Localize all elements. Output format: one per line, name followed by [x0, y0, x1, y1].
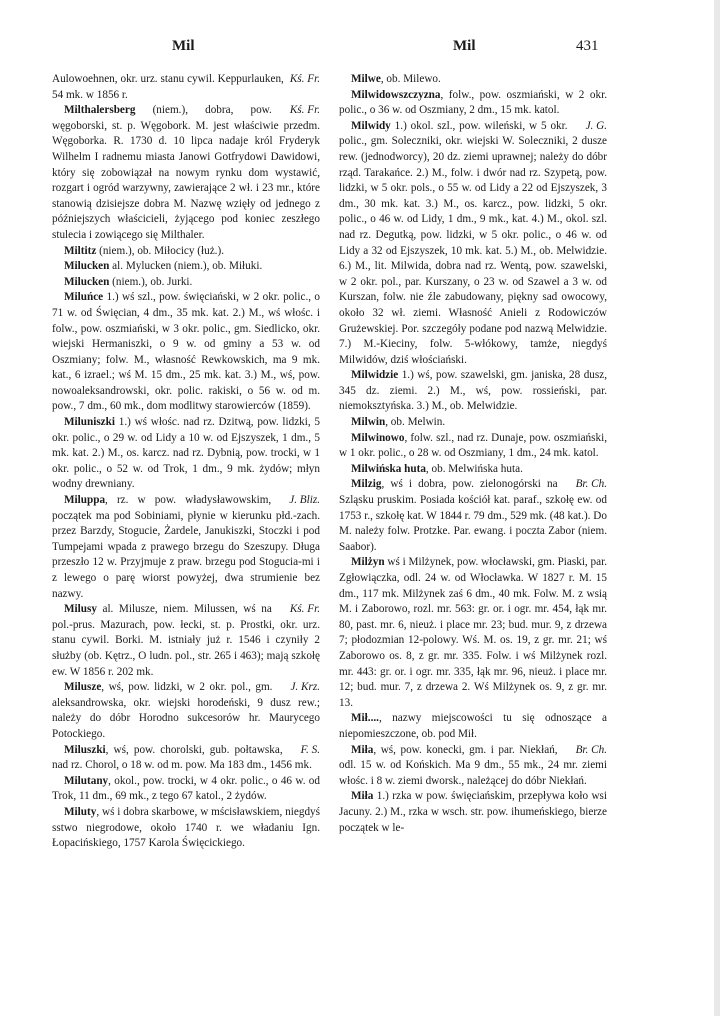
entry-text: , folw., pow. oszmiański, w 2 okr. polic., o 36 w. od Oszmiany, 2 dm., 15 mk. katol. [339, 88, 607, 117]
entry-text: , nazwy miejscowości tu się odnoszące a niepomieszczone, ob. pod Mił. [339, 712, 607, 740]
entry-headword: Miluńce [64, 291, 104, 304]
page-number: 431 [576, 38, 599, 54]
author-signature: J. G. [585, 119, 607, 132]
dictionary-entry [339, 119, 607, 369]
entry-headword: Milusze [64, 681, 102, 694]
entry-headword: Milwidzie [351, 369, 399, 382]
entry-headword: Miluppa [64, 494, 106, 507]
entry-text: , ob. Melwińska huta. [425, 462, 523, 475]
entry-headword: Milwinowo [351, 431, 405, 444]
entry-text: Aulowoehnen, okr. urz. stanu cywil. Keppurlauken, 54 mk. w 1856 r. [52, 73, 284, 101]
dictionary-entry [339, 415, 607, 431]
entry-text: 1.) okol. szl., pow. wileński, w 5 okr. polic., gm. Soleczniki, okr. wiejski W. Soleczniki, 2 dusze rew. (jednodworcy), 20 dz. ziemi uprawnej; należy do dóbr rząd. Tarakańce. 2.) M., folw. i dwór nad rz. Szypetą, pow. lidzki, w 5 okr. pols., o 55 w. od Lidy a 22 od Ejszyszek, 3 dm., 30 mk. kat. 3.) M., os. karcz., pow. lidzki, 5 okr. polic., o 46 w. od Lidy, 1 dm., 9 mk., kat. 4.) M., okol. szl. nad rz. Degutką, pow. lidzki, w 5 okr. polic., o 46 w. od Lidy a 32 od Ejszyszek, 10 mk. kat. 5.) M., ob. Melwidzie. 6.) M., lit. Milwida, dobra nad rz. Wentą, pow. szawelski, w 2 okr. pol., par. Kurszany, o 23 w. od Szawel a 3 w. od Kurszan, folw. nie źle zabudowany, piękny sad owocowy, około 32 wł. ziemi. Własność Anieli z Rodowiczów Grużewskiej. Por. szczegóły podane pod nazwą Melwidzie. 7.) M.-Kieciny, folw. 5-włókowy, tamże, niegdyś Milwidów, dziś włościański. [339, 119, 607, 366]
entry-headword: Milusy [64, 603, 97, 616]
dictionary-entry [52, 72, 320, 103]
entry-text: , wś i dobra skarbowe, w mścisławskiem, niegdyś sstwo niegrodowe, około 1740 r. we władaniu Ign. Łopacińskiego, 1757 Karola Święcickiego. [52, 805, 320, 850]
entry-text: , wś, pow. chorolski, gub. połtawska, nad rz. Chorol, o 18 w. od m. pow. Ma 183 dm., 1456 mk. [52, 743, 312, 772]
dictionary-entry [339, 711, 607, 742]
entry-text: wś i Milżynek, pow. włocławski, gm. Piaski, par. Zgłowiączka, odl. 24 w. od Włocławka. W 1827 r. M. 15 dm., 117 mk. Milżynek zaś 6 dm., 40 mk. Folw. M. z wsią M. i Zaborowo, rozl. mr. 563: gr. or. i ogr. mr. 454, łąk mr. 80, past. mr. 6, nieuż. i place mr. 23; bud. mur. 9, z drzewa 7; płodozmian 12-polowy. Wś. M. os. 19, z gr. mr. 21; wś Zaborowo os. 8, z gr. mr. 335. Folw. i wś Milżynek rozl. mr. 443: gr. or. i ogr. mr. 335, łąk mr. 96, nieuż. i place mr. 12; bud. mur. 7, z drzewa 2. Wś Milżynek os. 9, z gr. mr. 13. [339, 556, 607, 709]
entry-headword: Milutany [64, 774, 109, 787]
dictionary-entry [52, 680, 320, 742]
dictionary-entry [52, 774, 320, 805]
dictionary-entry [52, 244, 320, 260]
dictionary-entry [52, 805, 320, 852]
dictionary-entry [339, 72, 607, 88]
dictionary-entry [52, 602, 320, 680]
entry-headword: Milwińska huta [351, 462, 426, 475]
dictionary-entry [339, 743, 607, 790]
dictionary-entry [339, 477, 607, 555]
entry-text: (niem.), ob. Miłocicy (łuż.). [96, 244, 225, 257]
author-signature: J. Krz. [290, 681, 320, 694]
entry-text: al. Mylucken (niem.), ob. Miłuki. [109, 260, 263, 273]
author-signature: Kś. Fr. [289, 104, 320, 117]
author-signature: Br. Ch. [575, 743, 607, 756]
entry-text: 1.) wś, pow. szawelski, gm. janiska, 28 dusz, 345 dz. ziemi. 2.) M., wś, pow. rossieński, par. niemoksztyńska. 3.) M., ob. Melwidzie. [339, 369, 607, 413]
entry-text: 1.) wś szl., pow. święciański, w 2 okr. polic., o 71 w. od Święcian, 4 dm., 35 mk. kat. 2.) M., wś włośc. i folw., pow. oszmiański, w 3 okr. polic., gm. Siedlicko, okr. wiejski Hermaniszki, o 9 w. od gminy a 53 w. od Oszmiany; folw. M., własność Rewkowskich, ma 9 mk. kat., 6 izrael.; wś M. 15 dm., 25 mk. kat. 3.) M., wś, pow. nowoaleksandrowski, okr. polic. rakiski, o 56 w. od m. pow., 7 dm., 60 mk., dom modlitwy starowierców (1859). [52, 291, 320, 413]
entry-text: , wś, pow. lidzki, w 2 okr. pol., gm. aleksandrowska, okr. wiejski horodeński, 9 dusz rew.; należy do dóbr Horodno sukcesorów hr. Maurycego Potockiego. [52, 681, 320, 740]
dictionary-entry [339, 368, 607, 415]
entry-text: al. Milusze, niem. Milussen, wś na pol.-prus. Mazurach, pow. łecki, st. p. Prostki, okr. urz. stanu cywil. Borki. M. istniały już r. 1546 i czyniły 2 służby (ob. Kętrz., O ludn. pol., str. 265 i 463); mają szkołę ew. W 1856 r. 202 mk. [52, 603, 320, 678]
dictionary-entry [52, 275, 320, 291]
entry-headword: Miła [351, 790, 374, 803]
entry-headword: Milthalersberg [64, 104, 136, 117]
entry-text: 1.) wś włośc. nad rz. Dzitwą, pow. lidzki, 5 okr. polic., o 29 w. od Lidy a 10 w. od Ejszyszek, 1 dm., 5 mk. kat. 2.) M., os. karcz. nad rz. Dybnią, pow. trocki, w 1 okr. polic., o 52 w. od Trok, 1 dm., 9 mk. żydów; młyn wodny drewniany. [52, 416, 320, 491]
right-column [339, 72, 607, 836]
running-head-left: Mil [172, 38, 195, 54]
entry-headword: Milżyn [351, 556, 385, 569]
dictionary-entry [52, 259, 320, 275]
dictionary-entry [339, 555, 607, 711]
entry-headword: Milwin [351, 416, 386, 429]
entry-headword: Milwidy [351, 119, 391, 132]
entry-text: , ob. Melwin. [385, 416, 446, 429]
author-signature: Br. Ch. [575, 478, 607, 491]
entry-text: 1.) rzka w pow. święciańskim, przepływa koło wsi Jacuny. 2.) M., rzka w wsch. str. pow. ihumeńskiego, bierze początek w le- [339, 790, 607, 834]
left-column [52, 72, 320, 852]
entry-headword: Milwe [351, 73, 381, 85]
entry-headword: Mił.... [351, 712, 379, 725]
entry-text: , rz. w pow. władysławowskim, początek ma pod Sobiniami, płynie w kierunku płd.-zach. przez Barzdy, Stogucie, Żardele, Janukiszki, Stoczki i pod Tumpejami wpada z prawego brzegu do Szeszupy. Długa przeszło 12 w. Przyjmuje z praw. brzegu pod Stogucia-mi i z lewego o parę wiorst powyżej, dwa strumienie bez nazwy. [52, 494, 320, 600]
author-signature: F. S. [300, 743, 320, 756]
entry-headword: Miła [351, 743, 374, 756]
entry-text: , ob. Milewo. [380, 73, 441, 85]
dictionary-entry [339, 88, 607, 119]
entry-text: (niem.), dobra, pow. węgoborski, st. p. Węgobork. M. jest właściwie przedm. Węgoborka. R. 1730 d. 10 lipca nadaje król Fryderyk Wilhelm I radnemu miasta Janowi Gotfrydowi Dawidowi, który się zobowiązał na nowym rynku dom wystawić, rozgart i ogród warzywny, zawierające 2 wł. i 23 mr., które stanowią dzisiejsze dobra M. Nazwę wzięły od jednego z późniejszych właścicieli, żyjącego pod koniec zeszłego stulecia i zowiącego się Milthaler. [52, 104, 320, 241]
dictionary-entry [339, 462, 607, 478]
entry-text: , folw. szl., nad rz. Dunaje, pow. oszmiański, w 1 okr. polic., o 28 w. od Oszmiany, 1 dm., 24 mk. katol. [339, 431, 607, 460]
author-signature: Kś. Fr. [289, 603, 320, 616]
author-signature: Kś. Fr. [289, 73, 320, 85]
entry-text: , okol., pow. trocki, w 4 okr. polic., o 46 w. od Trok, 11 dm., 69 mk., z tego 67 katol., 2 żydów. [52, 774, 320, 803]
entry-headword: Milucken [64, 275, 110, 288]
entry-text: (niem.), ob. Jurki. [109, 275, 193, 288]
entry-headword: Miluniszki [64, 416, 115, 429]
author-signature: J. Bliz. [289, 494, 320, 507]
dictionary-entry [52, 103, 320, 243]
entry-headword: Milucken [64, 260, 110, 273]
dictionary-entry [52, 743, 320, 774]
dictionary-entry [52, 290, 320, 415]
entry-headword: Milzig [351, 478, 382, 491]
dictionary-entry [339, 431, 607, 462]
dictionary-entry [339, 789, 607, 836]
dictionary-entry [52, 415, 320, 493]
page-edge-shadow [714, 0, 720, 1016]
entry-headword: Miluty [64, 805, 97, 818]
entry-text: , wś, pow. konecki, gm. i par. Niekłań, odl. 15 w. od Końskich. Ma 9 dm., 55 mk., 24 mr. ziemi włośc. i 8 w. ziemi dworsk., należącej do dóbr Niekłań. [339, 743, 607, 787]
running-head-right: Mil [453, 38, 476, 54]
dictionary-entry [52, 493, 320, 602]
entry-text: , wś i dobra, pow. zielonogórski na Szląsku pruskim. Posiada kościół kat. paraf., szkołę ew. od 1753 r., szkołę kat. W 1844 r. 79 dm., 529 mk. (48 kat.). Do M. należy folw. Protzke. Par. ewang. i poczta Zabor (niem. Saabor). [339, 478, 607, 553]
entry-headword: Miluszki [64, 743, 106, 756]
entry-headword: Milwidowszczyzna [351, 88, 441, 101]
entry-headword: Miltitz [64, 244, 97, 257]
